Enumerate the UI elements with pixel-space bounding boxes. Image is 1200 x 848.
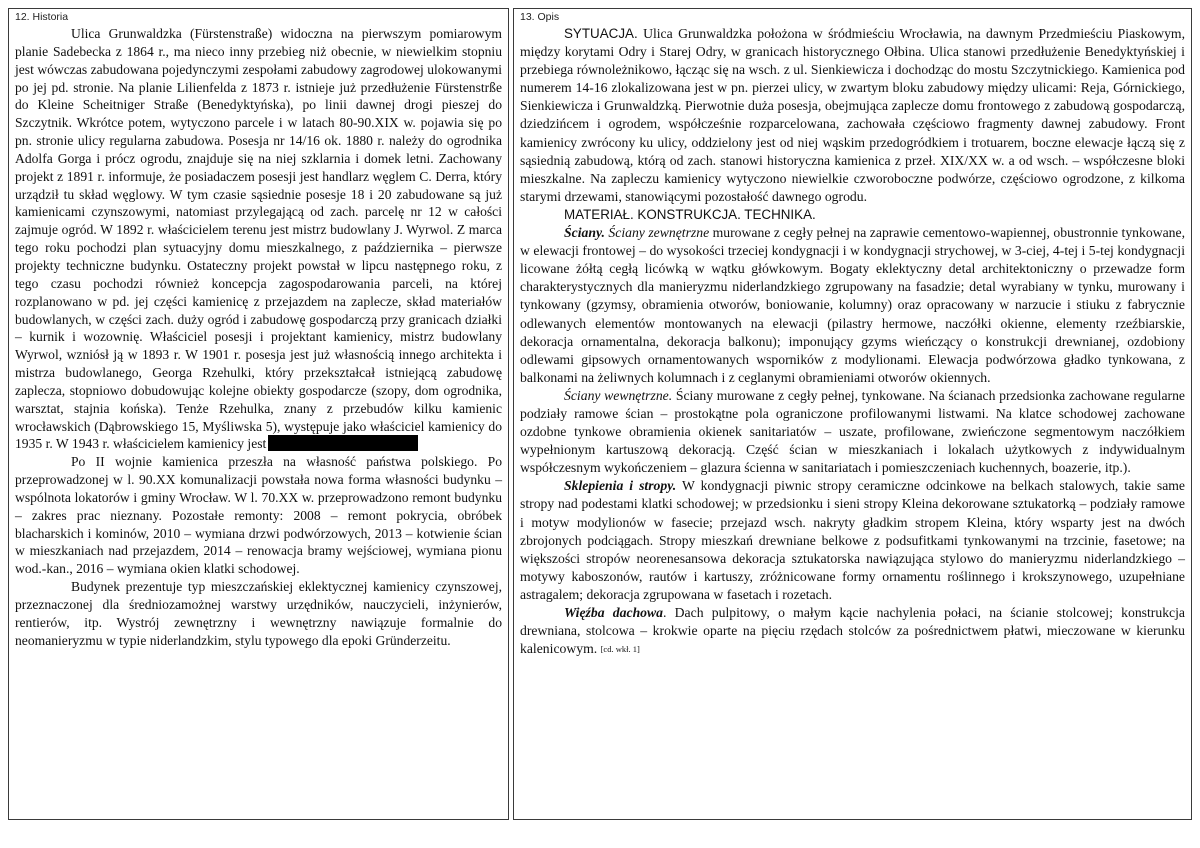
description-text: [520, 25, 1185, 658]
walls-internal-text: Ściany murowane z cegły pełnej, tynkowane. Na ścianach przedsionka zachowane regularne podziały ramowe ścian – prostokątne pola ograniczone profilowanymi listwami. Na klatce schodowej zachowane ozdobne tynkowe obramienia okienek sanitariatów – uszate, profilowane, zwieńczone segmentowym naczółkiem wypełnionym kartuszową dekoracją. Część ścian w mieszkaniach i lokalach użytkowych z indywidualnym współczesnym wykończeniem – glazura ścienna w sanitariatach i pomieszczeniach kuchennych, boazerie, itp.).: [520, 387, 1185, 476]
material-heading: MATERIAŁ. KONSTRUKCJA. TECHNIKA.: [564, 206, 816, 222]
history-section-title: 12. Historia: [15, 11, 69, 23]
walls-external-paragraph: [520, 224, 1185, 387]
history-paragraph-2: Po II wojnie kamienica przeszła na własność państwa polskiego. Po przeprowadzonej w l. 90.XX komunalizacji powstała nowa forma własności budynku – wspólnota lokatorów i gminy Wrocław. W l. 70.XX w. przeprowadzono remont budynku – zakres prac nieznany. Pozostałe remonty: 2008 – remont pokrycia, obróbek blacharskich i kominów, 2010 – wymiana drzwi podwórzowych, 2013 – kotwienie ścian w mieszkaniach nad przejazdem, 2014 – renowacja bramy wejściowej, wymiana pionu wod.-kan., 2016 – wymiana okien klatki schodowej.: [15, 454, 502, 577]
history-text: [15, 25, 502, 650]
redacted-name: [268, 435, 418, 451]
description-section-title: 13. Opis: [520, 11, 560, 23]
situation-heading: SYTUACJA.: [564, 26, 638, 41]
document-page: [8, 8, 1192, 818]
continuation-note: [cd. wkł. 1]: [600, 644, 640, 655]
vaults-text: W kondygnacji piwnic stropy ceramiczne odcinkowe na belkach stalowych, takie same stropy nad podestami klatki schodowej; w przedsionku i sieni stropy Kleina dekorowane sztukatorką – podziały ramowe i motyw modylionów w fasecie; przejazd wsch. nakryty gładkim stropem Kleina, który wsparty jest na dwóch zbrojonych podciągach. Stropy mieszkań drewniane belkowe z podsufitkami tynkowanymi na trzcinie, fasetowe; na większości stropów neorenesansowa dekoracja sztukatorska nawiązująca stylowo do manieryzmu niderlandzkiego – motywy kaboszonów, rautów i kartuszy, zróżnicowane formy ornamentu roślinnego i krokszynowego, uzupełniane astragalem; dekoracja zgrupowana w fasetach i rozetach.: [520, 478, 1186, 602]
history-paragraph-1: [15, 25, 502, 453]
vaults-label: Sklepienia i stropy.: [564, 478, 677, 494]
walls-internal-label: Ściany wewnętrzne.: [564, 387, 673, 403]
description-section: [513, 8, 1192, 820]
history-section: [8, 8, 509, 820]
roof-paragraph: [520, 604, 1185, 658]
walls-internal-paragraph: [520, 387, 1185, 477]
situation-paragraph: [520, 25, 1185, 206]
walls-external-text: murowane z cegły pełnej na zaprawie cementowo-wapiennej, obustronnie tynkowane, w elewacji frontowej – do wysokości trzeciej kondygnacji i w kondygnacji strychowej, w 3-ciej, 4-tej i 5-tej kondygnacji licowane żółtą cegłą licówką w wątku główkowym. Bogaty eklektyczny detal architektoniczny o przewadze form charakterystycznych dla manieryzmu niderlandzkiego zgrupowany na fasadzie; detal wyrabiany w tynku, murowany i tynkowany (gzymsy, obramienia otworów, boniowanie, kolumny) oraz opracowany w narzucie i stiuku z fabrycznie odlewanych elementów montowanych na elewacji (pilastry hermowe, naczółki okienne, elementy rzeźbiarskie, dekoracja ornamentalna, dekoracja balkonu); imponujący gzyms wieńczący o konstrukcji drewnianej, ozdobiony odlewami gipsowych ornamentowanych wsporników z modylionami. Elewacja podwórzowa gładko tynkowana, z balkonami na żeliwnych kolumnach i z ceglanymi obramieniami otworów okiennych.: [520, 225, 1185, 385]
walls-external-label: Ściany zewnętrzne: [604, 225, 710, 241]
walls-label: Ściany.: [564, 225, 605, 241]
roof-text: . Dach pulpitowy, o małym kącie nachylenia połaci, na ścianie stolcowej; konstrukcja drewniana, stolcowa – krokwie oparte na pięciu rzędach stolców za pośrednictwem płatwi, mieczowane w kierunku kalenicowym.: [520, 605, 1185, 657]
vaults-paragraph: [520, 477, 1185, 604]
history-paragraph-1-text: Ulica Grunwaldzka (Fürstenstraße) widoczna na pierwszym pomiarowym planie Sadebecka z 1864 r., ma nieco inny przebieg niż obecnie, w niewielkim stopniu jest wówczas zabudowana pojedynczymi zespołami zabudowy zagrodowej ulokowanymi po jej pd. stronie. Na planie Lilienfelda z 1873 r. istnieje już przedłużenie Fürstenstrße do Kleine Scheitniger Straße (Benedyktyńska), po linii dawnej drogi pieszej do Szczytnik. Wkrótce potem, wytyczono parcele i w latach 80-90.XIX w. pojawia się po pn. stronie ulicy regularna zabudowa. Posesja nr 14/16 ok. 1880 r. należy do ogrodnika Adolfa Gorga i prócz ogrodu, znajduje się na niej szklarnia i domek letni. Zachowany projekt z 1891 r. informuje, że posiadaczem posesji jest handlarz węglem C. Derra, który urządził tu skład węglowy. W tym czasie sąsiednie posesje 18 i 20 zabudowane są już kamienicami czynszowymi, natomiast przylegającą od zach. parcelę nr 12 w całości zajmuje ogród. W 1892 r. właścicielem terenu jest mistrz budowlany J. Wyrwol. Z marca tego roku pochodzi plan sytuacyjny domu mieszkalnego, z października – pierwsze projekty techniczne budynku. Ostateczny projekt powstał w lipcu następnego roku, z tego czasu pochodzi również koncepcja zagospodarowania parceli, na której rozplanowano w pd. jej części kamienicę z przejazdem na zaplecze, skład materiałów budowlanych, w części zach. duży ogród i zabudowę gospodarczą przy granicach działki – kurnik i wozownię. Właściciel posesji i projektant kamienicy, mistrz budowlany Wyrwol, wzniósł ją w 1893 r. W 1901 r. posesja jest już własnością innego architekta i mistrza budowlanego, Georga Rzehulki, który przekształcał istniejącą zabudowę zaplecza, stopniowo dobudowując kolejne obiekty gospodarcze (szopy, dom ogrodnika, warsztat, stajnia końska). Tenże Rzehulka, znany z przebudów kilku kamienic wrocławskich (Dąbrowskiego 15, Myśliwska 5), występuje jako właściciel kamienicy do 1935 r. W 1943 r. właścicielem kamienicy jest: [15, 26, 502, 452]
history-paragraph-3: Budynek prezentuje typ mieszczańskiej eklektycznej kamienicy czynszowej, przeznaczonej dla średniozamożnej warstwy urzędników, nauczycieli, inżynierów, rentierów, itp. Wystrój zewnętrzny i wewnętrzny nawiązuje formalnie do neomanieryzmu w typie niderlandzkim, stylu typowego dla epoki Gründerzeitu.: [15, 579, 502, 648]
roof-label: Więźba dachowa: [564, 605, 663, 620]
situation-text: Ulica Grunwaldzka położona w śródmieściu Wrocławia, na dawnym Przedmieściu Piaskowym, między korytami Odry i Starej Odry, w granicach historycznego Ołbina. Ulica stanowi przedłużenie Benedyktyńskiej i przebiega równoleżnikowo, łącząc się na wsch. z ul. Sienkiewicza i dochodząc do mostu Szczytnickiego. Kamienica pod numerem 14-16 zlokalizowana jest w pn. pierzei ulicy, w zwartym bloku zabudowy między ulicami: Reja, Górnickiego, Sienkiewicza i Grunwaldzką. Pierwotnie duża posesja, obejmująca zaplecze domu frontowego z zabudową gospodarczą, dziedzińcem i ogrodem, współcześnie rozparcelowana, zachowała częściowo fragmenty dawnej zabudowy. Front kamienicy zwrócony ku ulicy, oddzielony jest od niej wąskim przedogródkiem i trotuarem, boczne elewacje łączą się z sąsiednią zabudową, którą od zach. stanowi historyczna kamienica z przeł. XIX/XX w. a od wsch. – współczesne bloki mieszkalne. Na zapleczu kamienicy wytyczono niewielkie czworoboczne podwórze, częściowo ogrodzone, z kilkoma starymi drzewami, stanowiącymi pozostałość dawnego ogrodu.: [520, 26, 1185, 204]
